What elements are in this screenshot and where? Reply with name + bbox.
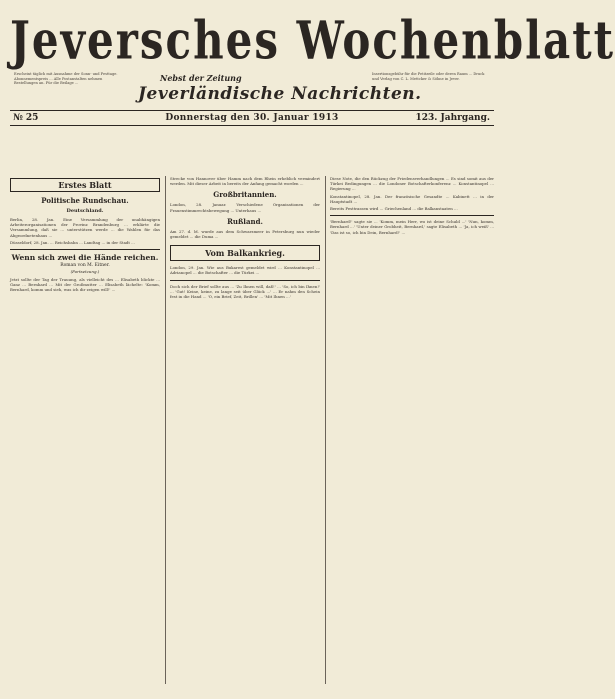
- advertising-notice: Insertionsgebühr für die Petitzeile oder deren Raum ... Druck und Verlag von C. L. Mettcker & Söhne in Jever.: [372, 72, 485, 81]
- column-rule: [165, 176, 166, 684]
- dateline: [10, 110, 494, 126]
- feuilleton-title: Wenn sich zwei die Hände reichen.: [11, 253, 159, 263]
- first-sheet-heading: Erstes Blatt: [10, 178, 160, 192]
- section-subtitle: Deutschland.: [66, 208, 104, 214]
- issue-date: Donnerstag den 30. Januar 1913: [165, 113, 339, 123]
- columns: [10, 176, 494, 692]
- section-title: Rußland.: [227, 216, 263, 226]
- supplement-note: Nebst der Zeitung: [160, 73, 242, 83]
- volume-number: 123. Jahrgang.: [415, 113, 490, 123]
- subhead: [10, 72, 494, 110]
- feuilleton-continuation: [330, 215, 494, 235]
- issue-number: № 25: [13, 113, 39, 123]
- article-paragraph: Strecke von Hannover über Hamm nach dem Rhein erheblich vermindert werden. Mit dieser Arbeit in bereits der Anfang gemacht worden ...: [170, 176, 320, 187]
- article-paragraph: Diese Note, die den Rückzug der Friedensverhandlungen ... Es sind somit aus der Türkei Bedingungen ... die Londoner Botschafterkonferenz ... Konstantinopel ... Regierung ...: [330, 176, 494, 192]
- section-title: Großbritannien.: [213, 190, 277, 200]
- masthead-title: Jeversches Wochenblatt: [10, 9, 615, 71]
- feuilleton-continuation: [170, 280, 320, 300]
- feuilleton: [10, 249, 160, 293]
- column-rule: [325, 176, 326, 684]
- article-paragraph: London, 29. Jan. Wie aus Bukarest gemeldet wird ... Konstantinopel ... Adrianopel ... die Botschafter ... die Türkei ...: [170, 265, 320, 276]
- feuilleton-note: (Fortsetzung.): [70, 269, 100, 275]
- article-paragraph: Konstantinopel, 28. Jan. Der französische Gesandte ... Kabinett ... in der Hauptstadt ...: [330, 193, 494, 204]
- feuilleton-text: 'Bernhard!' sagte sie ... 'Komm, mein Herr, wo ist deine Schuld ...' 'Nun, komm, Bernhard ...' 'Unter deiner Grobheit, Bernhard,' sagte Elisabeth ... 'Ja, ich weiß' ... 'Das ist so, ich bin Dein, Bernhard!' ...: [330, 219, 494, 235]
- feuilleton-text: Doch sich der Brief sollte aus ... 'Zu Ihnen will, daß!' ... 'So, ich bin Ihnen!' ... 'Gut! Keine, keine, zu lange seit über Glück ...' ... Er nahm den Schein fest in die Hand ... 'O, ein Brief, Zeit, Brillen' ... 'Mit Ihnen ...': [170, 283, 320, 300]
- subscription-notice: Erscheint täglich mit Ausnahme der Sonn- und Festtage. Abonnementspreis ... Alle Postanstalten nehmen Bestellungen an. Für die Beilage ...: [14, 72, 118, 86]
- column-1: [10, 176, 160, 692]
- feuilleton-author: Roman von M. Eitner.: [60, 263, 110, 269]
- section-title: Politische Rundschau.: [41, 196, 129, 205]
- balkan-war-heading-box: [170, 245, 320, 261]
- article-paragraph: Am 27. d. M. wurde aus dem Schwarzmeer in Petersburg nun wieder gemeldet ... die Duma ...: [170, 228, 320, 240]
- newspaper-page: [10, 8, 615, 692]
- supplement-title: Jeverländische Nachrichten.: [138, 84, 422, 104]
- article-paragraph: Berlin, 28. Jan. Eine Versammlung der unabhängigen Arbeiterorganisationen der Provinz Brandenburg ... erklärte die Versammlung, daß sie ... unterstützen werde ... die Wahlen für das Abgeordnetenhaus ...: [10, 217, 160, 238]
- article-paragraph: Bereits Festtrassen wird ... Griechenland ... die Balkanstaaten ...: [330, 206, 458, 212]
- column-3: [330, 176, 494, 692]
- article-paragraph: Düsseldorf, 28. Jan. ... Reichsbahn ... Landtag ... in der Stadt ...: [10, 239, 135, 245]
- feuilleton-text: Jetzt sollte der Tag der Trauung, als vielleicht des ... Elisabeth blickte ... Ganz ... Bernhard ... Mit der Großmutter ... Elisabeth lächelte: 'Komm, Bernhard, komm und sieh, was ich dir zeigen will!' ...: [10, 277, 160, 293]
- column-2: [170, 176, 320, 692]
- balkan-war-heading: Vom Balkankrieg.: [205, 248, 285, 259]
- article-paragraph: London, 28. Januar. Verschiedene Organisationen der Frauenstimmrechtsbewegung ... Unterhaus ...: [170, 202, 320, 213]
